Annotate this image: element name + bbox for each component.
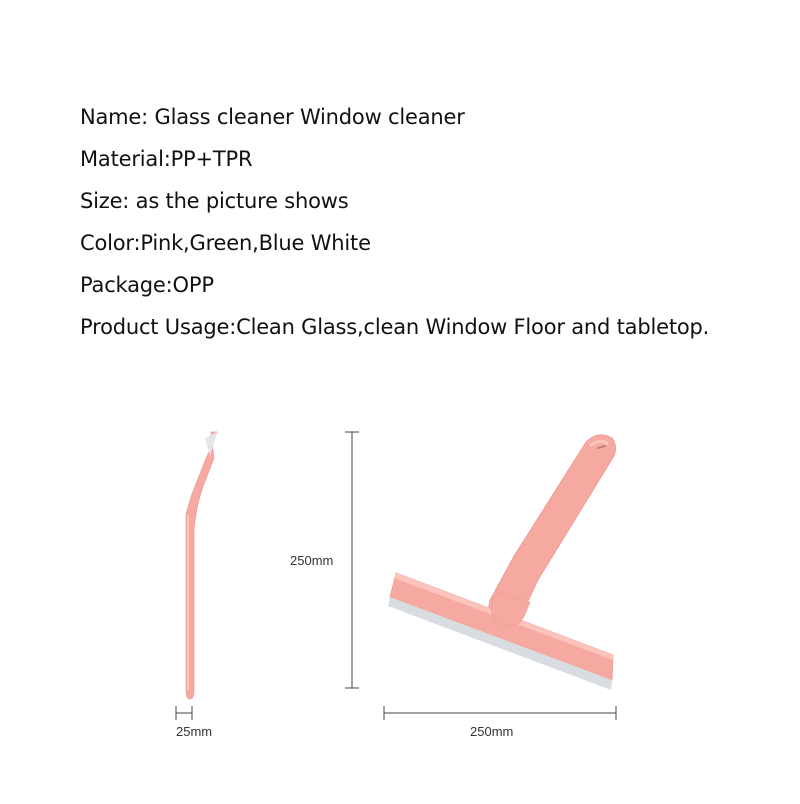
spec-color: Color:Pink,Green,Blue White [80,231,371,255]
product-spec-list [80,96,709,348]
front-view-squeegee [388,435,616,690]
side-width-dimension [176,706,192,720]
spec-size: Size: as the picture shows [80,189,349,213]
product-dimension-figure [0,400,800,800]
side-view-squeegee [186,432,217,699]
spec-material: Material:PP+TPR [80,147,253,171]
spec-name: Name: Glass cleaner Window cleaner [80,105,465,129]
product-illustration [0,400,800,800]
spec-usage: Product Usage:Clean Glass,clean Window Floor and tabletop. [80,315,710,339]
front-height-dimension [345,432,359,688]
front-height-label: 250mm [290,553,334,568]
front-width-dimension [384,706,616,720]
front-width-label: 250mm [470,724,514,739]
side-width-label: 25mm [176,724,213,739]
spec-package: Package:OPP [80,273,214,297]
